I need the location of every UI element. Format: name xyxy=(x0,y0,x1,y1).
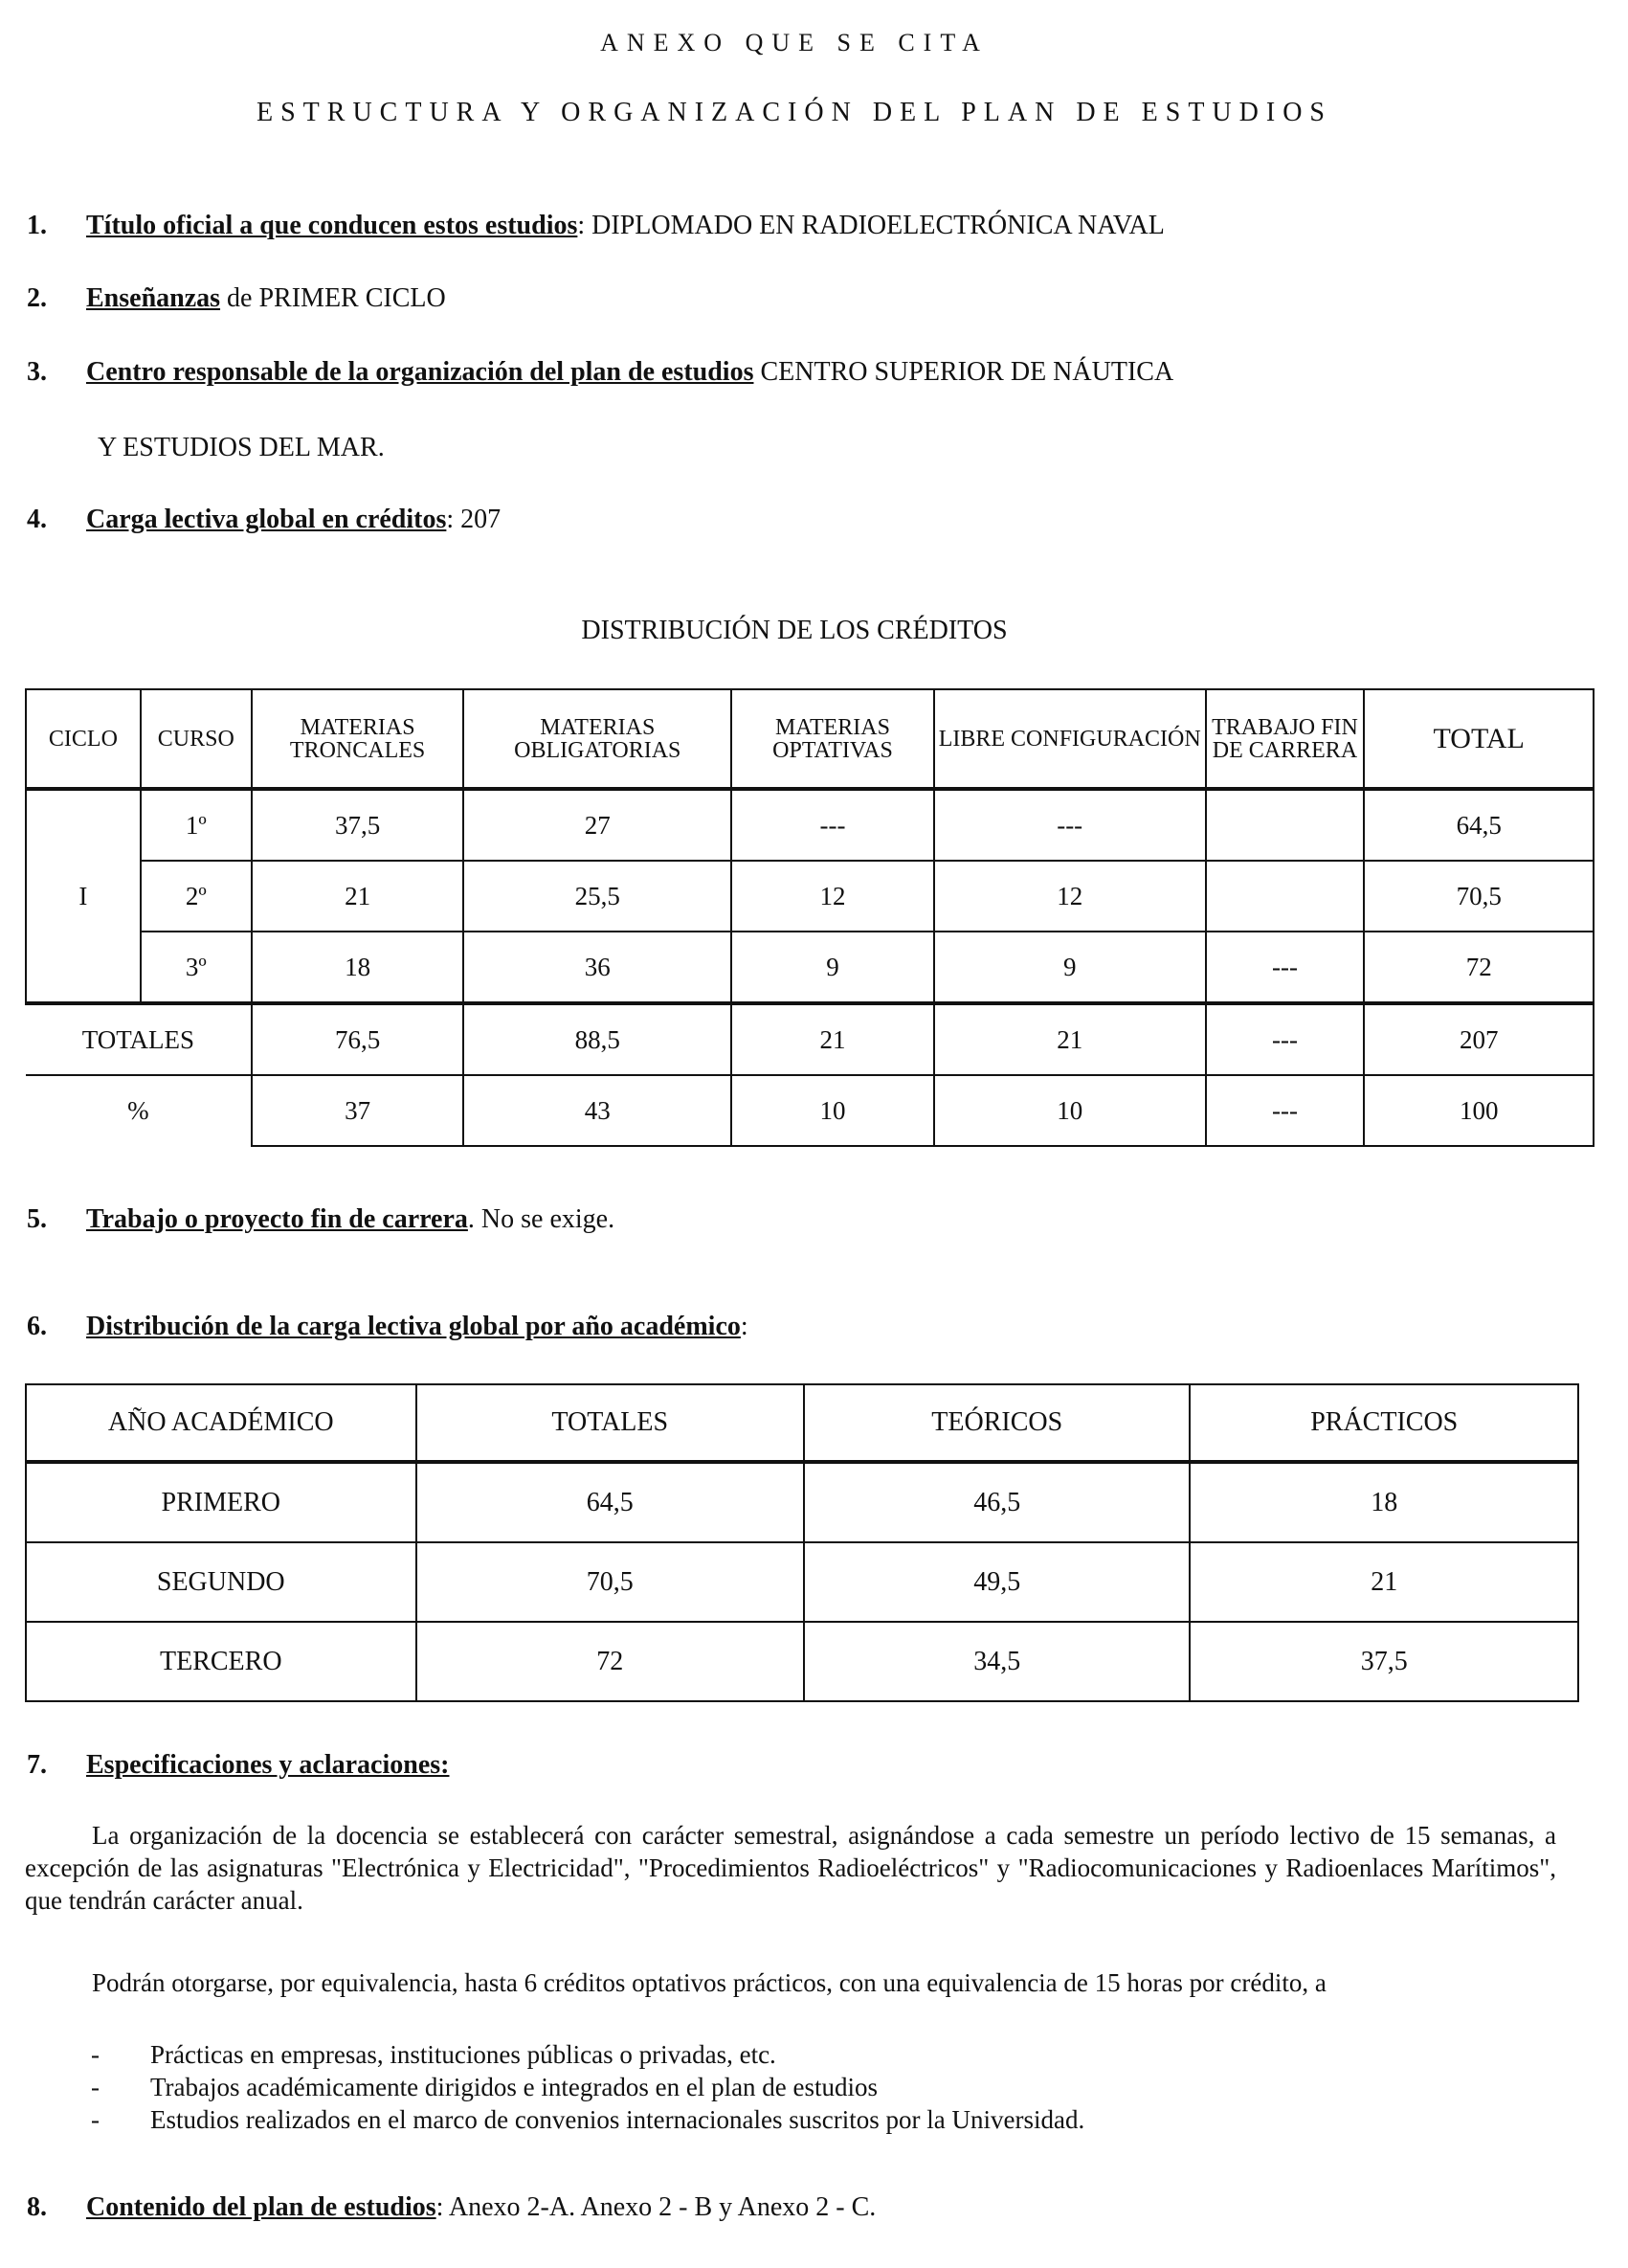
paragraph-semester-organization: La organización de la docencia se establecerá con carácter semestral, asignándose a cada semestre un período lectivo de 15 semanas, a excepción de las asignaturas "Electrónica y Electricidad", "Procedimientos Radioeléctricos" y "Radiocomunicaciones y Radioenlaces Marítimos", que tendrán carácter anual. xyxy=(25,1821,1556,1915)
item-value: de PRIMER CICLO xyxy=(220,283,446,313)
document-title: ESTRUCTURA Y ORGANIZACIÓN DEL PLAN DE ESTUDIOS xyxy=(256,98,1332,127)
table-cell: 88,5 xyxy=(463,1003,731,1075)
table-cell: --- xyxy=(1206,1003,1365,1075)
annex-heading: ANEXO QUE SE CITA xyxy=(600,29,989,56)
table-cell: 21 xyxy=(252,861,464,932)
table-cell: 100 xyxy=(1364,1075,1594,1146)
paragraph-equivalence-credits: Podrán otorgarse, por equivalencia, hasta 6 créditos optativos prácticos, con una equivalencia de 15 horas por crédito, a xyxy=(92,1968,1327,1997)
table-cell: 21 xyxy=(934,1003,1206,1075)
table-cell: 64,5 xyxy=(1364,789,1594,861)
column-header: MATERIAS TRONCALES xyxy=(252,689,464,789)
table-cell: 12 xyxy=(731,861,934,932)
item-label: Distribución de la carga lectiva global por año académico xyxy=(86,1312,741,1341)
table-cell: --- xyxy=(1206,932,1365,1003)
list-item xyxy=(91,2071,1084,2103)
table-header-row xyxy=(26,1384,1578,1462)
table-cell: 3º xyxy=(141,932,252,1003)
table-cell: TERCERO xyxy=(26,1622,416,1701)
table-cell: 10 xyxy=(934,1075,1206,1146)
column-header: TRABAJO FIN DE CARRERA xyxy=(1206,689,1365,789)
table-cell: 70,5 xyxy=(1364,861,1594,932)
equivalence-list xyxy=(91,2038,1084,2136)
item-number: 2. xyxy=(27,283,47,313)
table-cell: 9 xyxy=(934,932,1206,1003)
item-number: 7. xyxy=(27,1750,47,1780)
item-number: 1. xyxy=(27,211,47,240)
table-cell: --- xyxy=(731,789,934,861)
item-responsible-center xyxy=(27,357,1173,388)
table-cell: 34,5 xyxy=(804,1622,1190,1701)
table-cell: 21 xyxy=(1190,1542,1578,1622)
column-header: TEÓRICOS xyxy=(804,1384,1190,1462)
dash-marker: - xyxy=(91,2105,100,2134)
column-header: AÑO ACADÉMICO xyxy=(26,1384,416,1462)
item-teaching xyxy=(27,283,446,314)
item-label: Contenido del plan de estudios xyxy=(86,2192,436,2222)
item-official-title xyxy=(27,211,1165,241)
table-cell: SEGUNDO xyxy=(26,1542,416,1622)
item-responsible-center-continued: Y ESTUDIOS DEL MAR. xyxy=(98,433,385,462)
item-value: . No se exige. xyxy=(467,1204,615,1234)
item-global-credits xyxy=(27,505,501,535)
table-cell: 18 xyxy=(252,932,464,1003)
item-label: Título oficial a que conducen estos estudios xyxy=(86,211,578,240)
column-header: MATERIAS OBLIGATORIAS xyxy=(463,689,731,789)
table-row xyxy=(26,1622,1578,1701)
table-cell: 25,5 xyxy=(463,861,731,932)
table-row xyxy=(26,789,1594,861)
column-header: CICLO xyxy=(26,689,141,789)
table-cell: 43 xyxy=(463,1075,731,1146)
table-cell: --- xyxy=(1206,1075,1365,1146)
item-plan-content xyxy=(27,2192,876,2223)
item-number: 8. xyxy=(27,2192,47,2222)
table-header-row xyxy=(26,689,1594,789)
table-cell: 36 xyxy=(463,932,731,1003)
list-item-text: Estudios realizados en el marco de convenios internacionales suscritos por la Universidad. xyxy=(150,2105,1085,2134)
item-value: : xyxy=(740,1312,748,1341)
credits-table-caption: DISTRIBUCIÓN DE LOS CRÉDITOS xyxy=(581,616,1008,645)
table-cell: 46,5 xyxy=(804,1462,1190,1542)
list-item-text: Trabajos académicamente dirigidos e integrados en el plan de estudios xyxy=(150,2073,879,2101)
percent-row xyxy=(26,1075,1594,1146)
table-cell: 49,5 xyxy=(804,1542,1190,1622)
table-cell: 37,5 xyxy=(252,789,464,861)
item-label: Trabajo o proyecto fin de carrera xyxy=(86,1204,468,1234)
table-cell: 70,5 xyxy=(416,1542,804,1622)
item-number: 5. xyxy=(27,1204,47,1234)
item-value: : Anexo 2-A. Anexo 2 - B y Anexo 2 - C. xyxy=(435,2192,877,2222)
table-cell: 10 xyxy=(731,1075,934,1146)
table-cell: 21 xyxy=(731,1003,934,1075)
totals-row xyxy=(26,1003,1594,1075)
item-label: Especificaciones y aclaraciones: xyxy=(86,1750,450,1780)
list-item xyxy=(91,2103,1084,2136)
table-row xyxy=(26,1462,1578,1542)
table-row xyxy=(26,932,1594,1003)
item-number: 4. xyxy=(27,505,47,534)
item-label: Carga lectiva global en créditos xyxy=(86,505,447,534)
item-value: : DIPLOMADO EN RADIOELECTRÓNICA NAVAL xyxy=(577,211,1165,240)
column-header: TOTAL xyxy=(1364,689,1594,789)
table-cell: --- xyxy=(934,789,1206,861)
ciclo-cell: I xyxy=(26,789,141,1003)
column-header: TOTALES xyxy=(416,1384,804,1462)
item-value: : 207 xyxy=(446,505,502,534)
column-header: PRÁCTICOS xyxy=(1190,1384,1578,1462)
table-cell: 12 xyxy=(934,861,1206,932)
item-number: 3. xyxy=(27,357,47,387)
percent-label: % xyxy=(26,1075,252,1146)
table-cell: 76,5 xyxy=(252,1003,464,1075)
table-cell: 1º xyxy=(141,789,252,861)
item-number: 6. xyxy=(27,1312,47,1341)
item-label: Enseñanzas xyxy=(86,283,221,313)
table-cell: 64,5 xyxy=(416,1462,804,1542)
item-value: CENTRO SUPERIOR DE NÁUTICA xyxy=(753,357,1174,387)
item-specifications xyxy=(27,1750,449,1781)
item-final-project xyxy=(27,1204,614,1235)
table-row xyxy=(26,861,1594,932)
dash-marker: - xyxy=(91,2073,100,2101)
table-cell: 9 xyxy=(731,932,934,1003)
table-cell: 207 xyxy=(1364,1003,1594,1075)
table-row xyxy=(26,1542,1578,1622)
table-cell xyxy=(1206,789,1365,861)
dash-marker: - xyxy=(91,2040,100,2069)
table-cell: PRIMERO xyxy=(26,1462,416,1542)
totals-label: TOTALES xyxy=(26,1003,252,1075)
column-header: MATERIAS OPTATIVAS xyxy=(731,689,934,789)
table-cell: 72 xyxy=(416,1622,804,1701)
academic-year-table xyxy=(25,1383,1579,1702)
table-cell: 72 xyxy=(1364,932,1594,1003)
table-cell: 37,5 xyxy=(1190,1622,1578,1701)
item-load-by-year xyxy=(27,1312,748,1342)
item-label: Centro responsable de la organización del plan de estudios xyxy=(86,357,754,387)
credits-distribution-table xyxy=(25,688,1595,1147)
column-header: LIBRE CONFIGURACIÓN xyxy=(934,689,1206,789)
table-cell: 27 xyxy=(463,789,731,861)
table-cell: 2º xyxy=(141,861,252,932)
list-item xyxy=(91,2038,1084,2071)
table-cell: 37 xyxy=(252,1075,464,1146)
list-item-text: Prácticas en empresas, instituciones públicas o privadas, etc. xyxy=(150,2040,776,2069)
column-header: CURSO xyxy=(141,689,252,789)
table-cell xyxy=(1206,861,1365,932)
table-cell: 18 xyxy=(1190,1462,1578,1542)
